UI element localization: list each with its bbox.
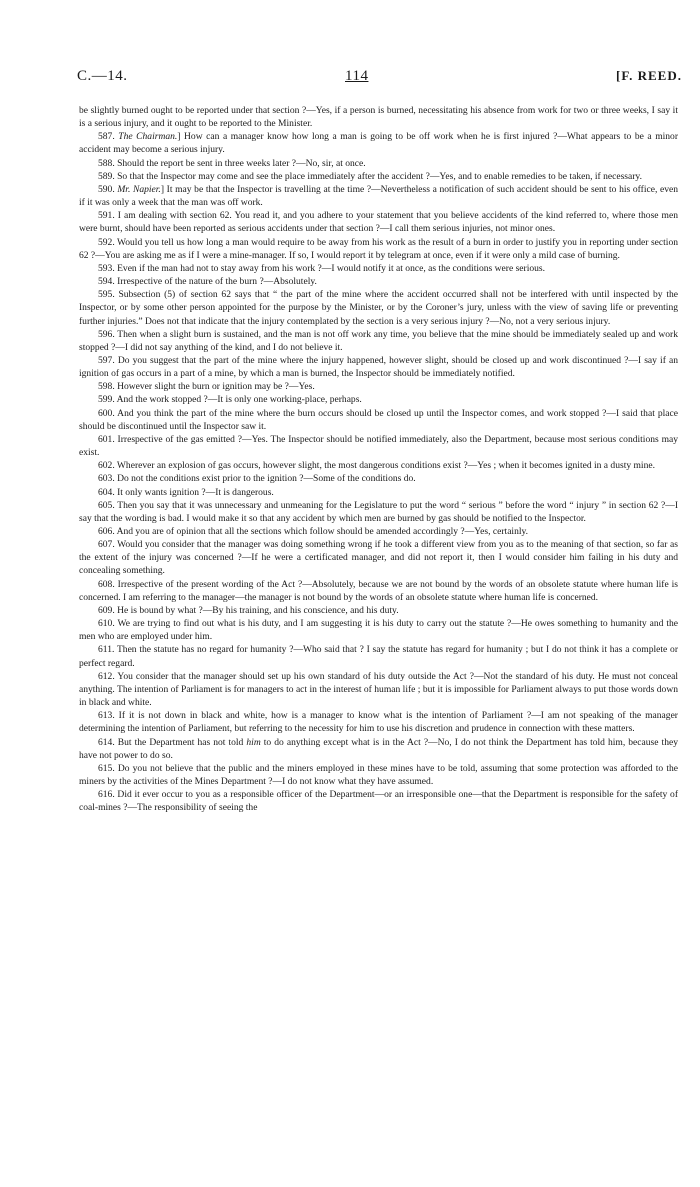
page-number: 114 (345, 68, 369, 84)
testimony-paragraph: 602. Wherever an explosion of gas occurs, however slight, the most dangerous conditions exist ?—Yes ; when it becomes ignited in a dusty mine. (98, 460, 655, 472)
testimony-paragraph: 606. And you are of opinion that all the sections which follow should be amended accordingly ?—Yes, certainly. (98, 526, 529, 537)
witness-name: [F. REED. (616, 68, 682, 83)
testimony-paragraph: 589. So that the Inspector may come and see the place immediately after the accident ?—Yes, and to enable remedies to be taken, if necessary. (98, 170, 642, 182)
testimony-paragraph: 594. Irrespective of the nature of the burn ?—Absolutely. (98, 276, 317, 288)
testimony-paragraph: 611. Then the statute has no regard for humanity ?—Who said that ? I say the statute has regard for humanity ; but I do not think it has a complete or perfect regard. (79, 644, 678, 669)
testimony-paragraph: 598. However slight the burn or ignition may be ?—Yes. (98, 381, 315, 393)
testimony-paragraph: 607. Would you consider that the manager was doing something wrong if he took a different view from you as to the meaning of that section, so far as the extent of the injury was concerned ?—If he were a certificated manager, and did not report it, then I would consider him failing in his duty and concealing something. (79, 539, 678, 577)
testimony-paragraph: 593. Even if the man had not to stay away from his work ?—I would notify it at once, as the conditions were serious. (98, 262, 546, 274)
testimony-paragraph: 609. He is bound by what ?—By his training, and his conscience, and his duty. (98, 604, 399, 616)
testimony-paragraph: 616. Did it ever occur to you as a responsible officer of the Department—or an irresponsible one—that the Department is responsible for the safety of coal-mines ?—The responsibility of seeing the (79, 789, 678, 814)
testimony-paragraph: 599. And the work stopped ?—It is only one working-place, perhaps. (98, 394, 362, 406)
page-header (77, 68, 682, 90)
testimony-paragraph: 596. Then when a slight burn is sustained, and the man is not off work any time, you believe that the mine should be immediately sealed up and work stopped ?—I did not say anything of the kind, and I do not believe it. (79, 328, 678, 353)
testimony-paragraph: 608. Irrespective of the present wording of the Act ?—Absolutely, because we are not bound by the words of an obsolete statute where human life is concerned. I am referring to the manager—the manager is not bound by the words of an obsolete statute where human life is concerned. (79, 578, 678, 603)
testimony-paragraph: 603. Do not the conditions exist prior to the ignition ?—Some of the conditions do. (98, 473, 416, 485)
testimony-paragraph: 587. The Chairman.] How can a manager know how long a man is going to be off work when he is first injured ?—What appears to be a minor accident may become a serious injury. (79, 131, 678, 156)
testimony-paragraph: 597. Do you suggest that the part of the mine where the injury happened, however slight, should be closed up and work discontinued ?—I say if an ignition of gas occurs in a part of a mine, by which a man is burned, the Inspector should be immediately notified. (79, 354, 678, 380)
testimony-paragraph: 605. Then you say that it was unnecessary and unmeaning for the Legislature to put the word “ serious ” before the word “ injury ” in section 62 ?—I say that the wording is bad. I would make it so that any accident by which men are burned by gas should be notified to the Inspector. (79, 499, 678, 524)
document-body (79, 104, 678, 814)
testimony-paragraph: 612. You consider that the manager should set up his own standard of his duty outside the Act ?—Not the standard of his duty. He must not conceal anything. The intention of Parliament is for managers to act in the interest of human life ; but it is impossible for Parliament always to put those words down in black and white. (79, 670, 678, 709)
testimony-paragraph: 591. I am dealing with section 62. You read it, and you adhere to your statement that you believe accidents of the kind referred to, where those men were burnt, should have been reported as serious accidents under that section ?—I call them serious injuries, not minor ones. (79, 210, 678, 235)
testimony-paragraph: be slightly burned ought to be reported under that section ?—Yes, if a person is burned, necessitating his absence from work for two or three weeks, I say it is a serious injury, and it ought to be reported to the Minister. (79, 105, 678, 130)
testimony-paragraph: 601. Irrespective of the gas emitted ?—Yes. The Inspector should be notified immediately, also the Department, because most serious conditions may exist. (79, 433, 678, 459)
testimony-paragraph: 600. And you think the part of the mine where the burn occurs should be closed up until the Inspector comes, and work stopped ?—I said that place should be discontinued until the Inspector saw it. (79, 407, 678, 432)
document-reference: C.—14. (77, 68, 128, 84)
testimony-paragraph: 604. It only wants ignition ?—It is dangerous. (98, 486, 274, 498)
testimony-paragraph: 595. Subsection (5) of section 62 says that “ the part of the mine where the accident occurred shall not be interfered with until inspected by the Inspector, or by some other person appointed for the purpose by the Minister, or by the Coroner’s jury, unless with the view of saving life or preventing further injuries.” Does not that indicate that the injury contemplated by the section is a very serious injury ?—No, not a very serious injury. (79, 289, 678, 327)
testimony-paragraph: 610. We are trying to find out what is his duty, and I am suggesting it is his duty to carry out the statute ?—He owes something to humanity and the men who are employed under him. (79, 618, 678, 643)
testimony-paragraph: 613. If it is not down in black and white, how is a manager to know what is the intention of Parliament ?—I am not speaking of the manager determining the intention of Parliament, but referring to the necessity for him to use his discretion and prudence in connection with these matters. (79, 710, 678, 735)
testimony-paragraph: 588. Should the report be sent in three weeks later ?—No, sir, at once. (98, 157, 366, 169)
testimony-paragraph: 614. But the Department has not told him to do anything except what is in the Act ?—No, I do not think the Department has told him, because they have not power to do so. (79, 736, 678, 761)
testimony-paragraph: 592. Would you tell us how long a man would require to be away from his work as the result of a burn in order to justify you in reporting under section 62 ?—You are asking me as if I were a mine-manager. If so, I would report it by telegram at once, even if it were only a mild case of burning. (79, 236, 678, 261)
testimony-paragraph: 615. Do you not believe that the public and the miners employed in these mines have to be told, assuming that some protection was afforded to the miners by the activities of the Mines Department ?—I do not know what they have assumed. (79, 762, 678, 787)
testimony-paragraph: 590. Mr. Napier.] It may be that the Inspector is travelling at the time ?—Nevertheless a notification of such accident should be sent to his office, even if it was only a week that the man was off work. (79, 183, 678, 209)
